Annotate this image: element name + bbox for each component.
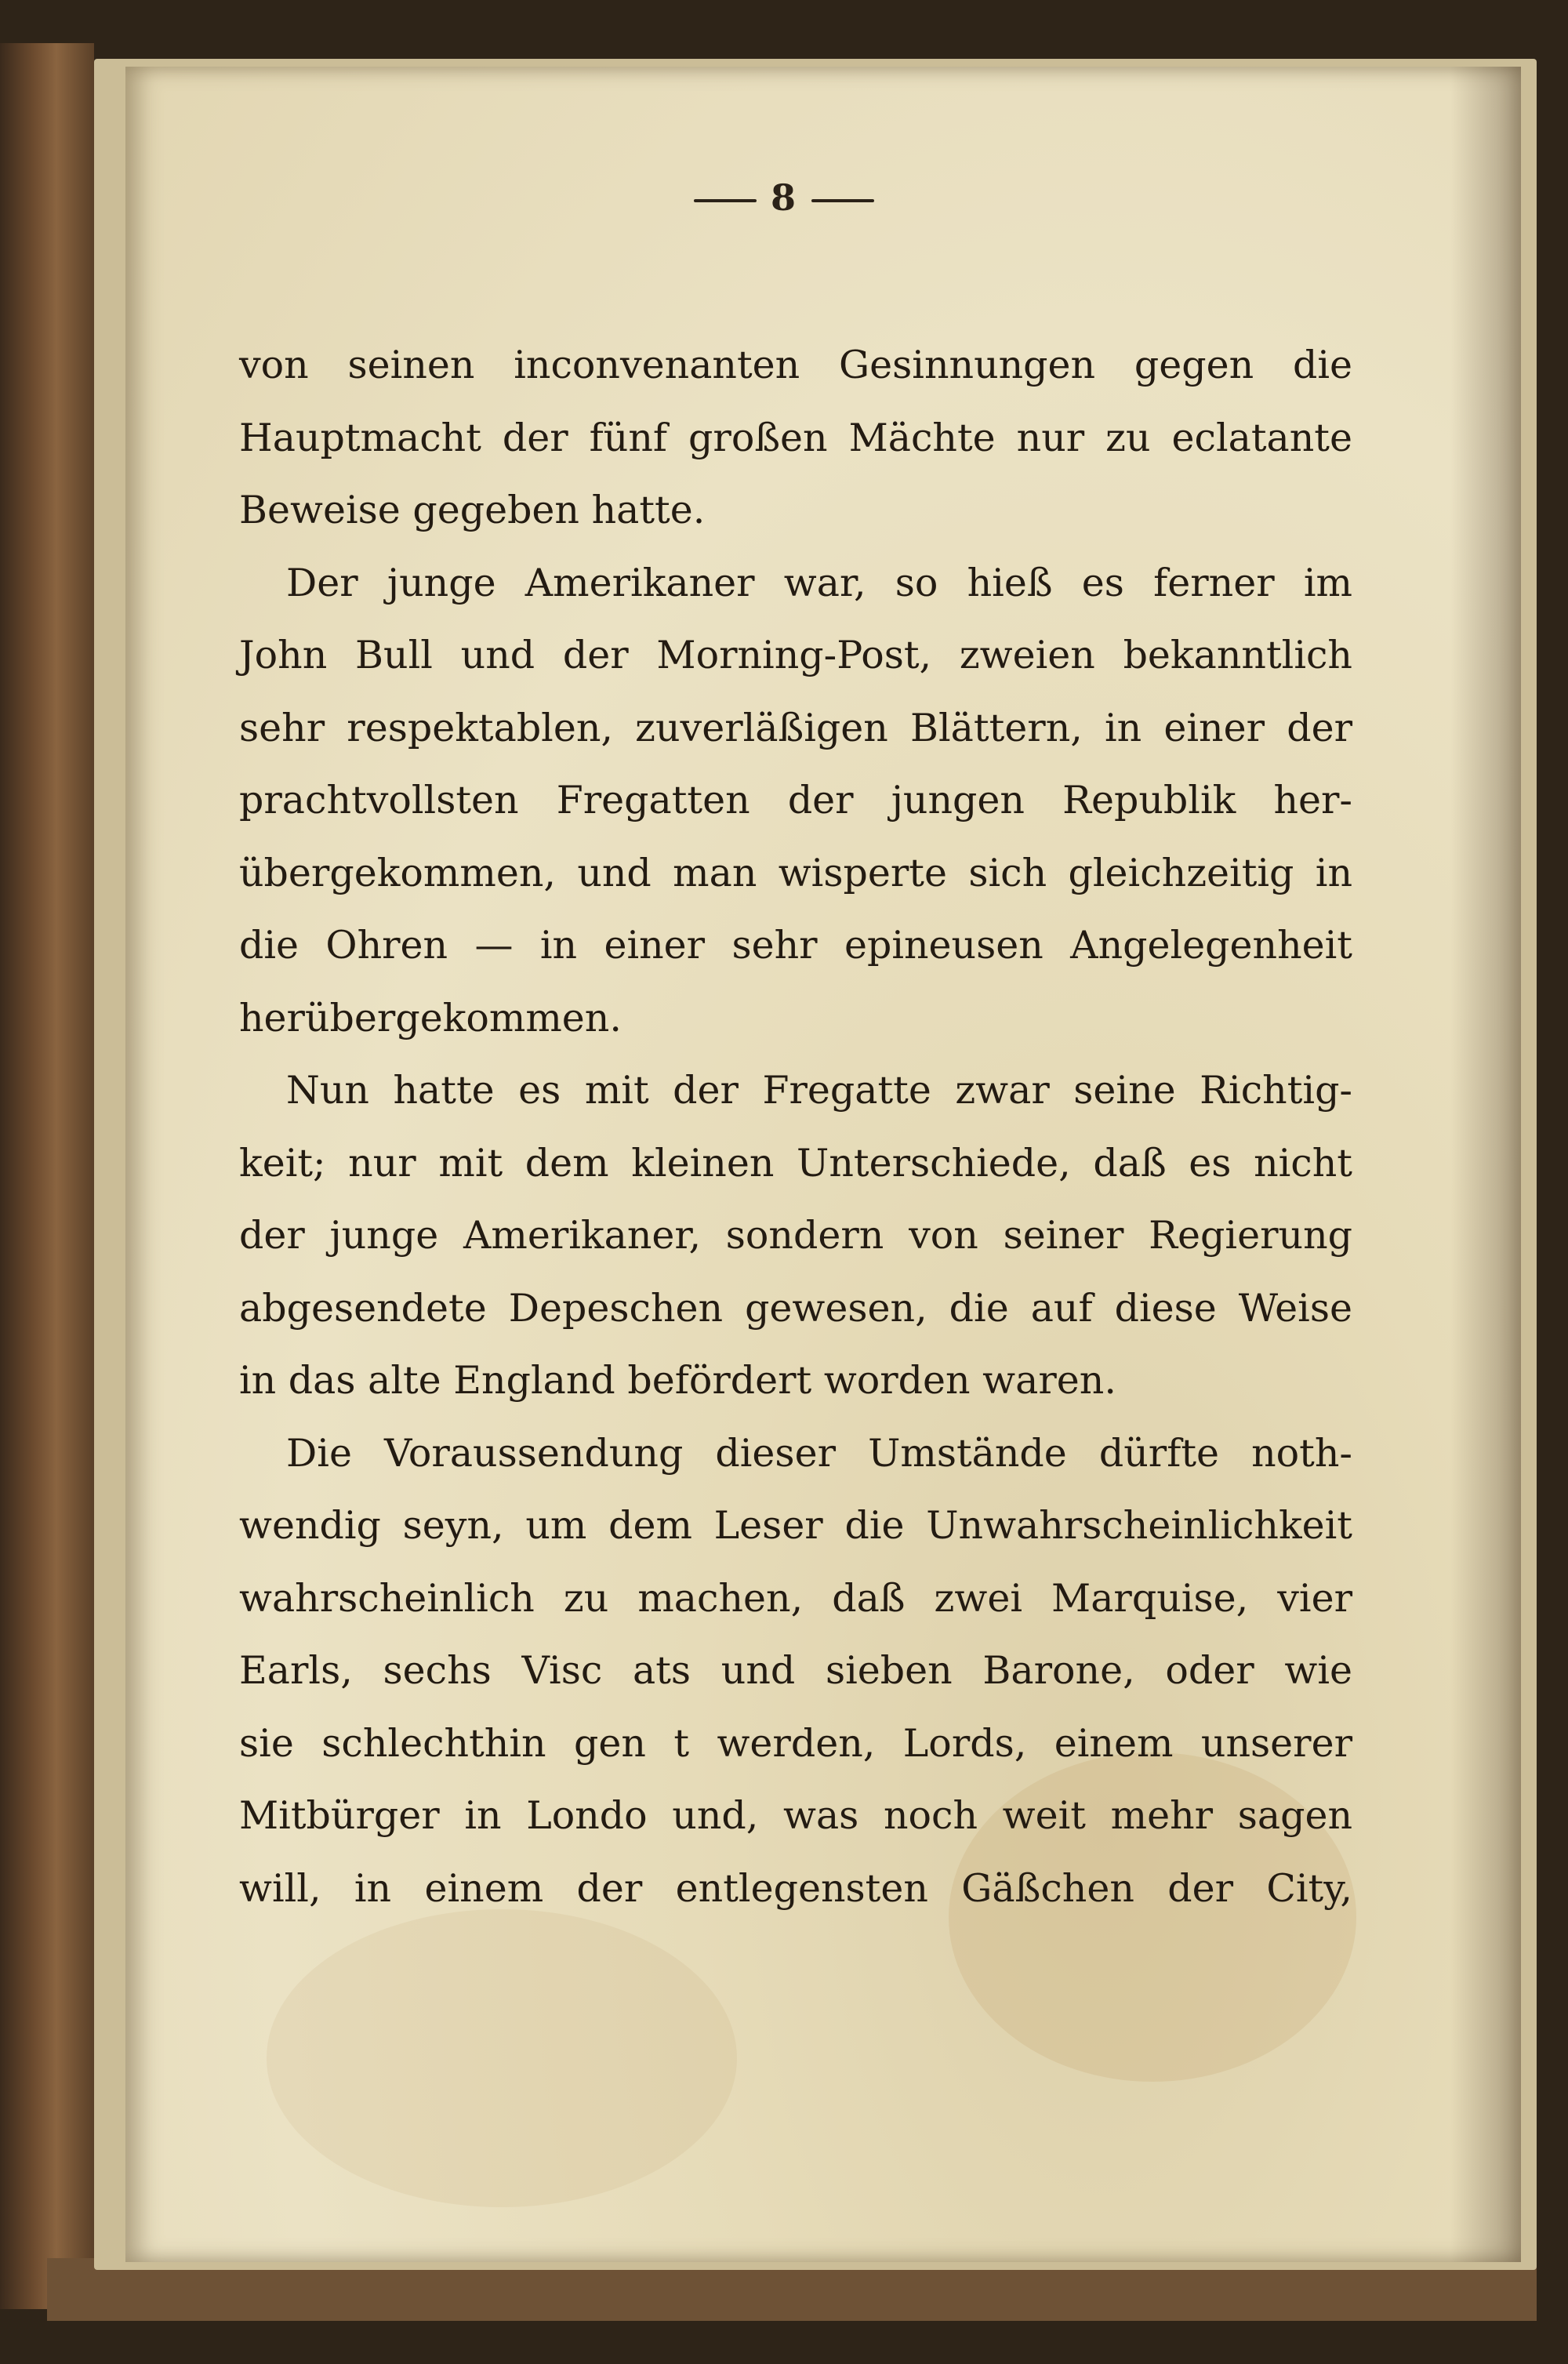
text-line: die Ohren — in einer sehr epineusen Angelegenheit (239, 923, 1352, 968)
header-ornament-left (694, 199, 757, 202)
text-line: herübergekommen. (239, 995, 622, 1040)
text-line: keit; nur mit dem kleinen Unterschiede, daß es nicht (239, 1140, 1352, 1186)
text-line: will, in einem der entlegensten Gäßchen der City, (239, 1865, 1352, 1911)
text-line: übergekommen, und man wisperte sich gleichzeitig in (239, 850, 1352, 895)
text-line: Mitbürger in Londo und, was noch weit mehr sagen (239, 1793, 1352, 1838)
text-line: wendig seyn, um dem Leser die Unwahrscheinlichkeit (239, 1503, 1352, 1548)
text-line: wahrscheinlich zu machen, daß zwei Marquise, vier (239, 1575, 1352, 1621)
text-line: John Bull und der Morning-Post, zweien bekanntlich (239, 633, 1352, 677)
book-cover-edge (0, 43, 94, 2309)
spine-shadow (1450, 67, 1521, 2262)
text-line: Nun hatte es mit der Fregatte zwar seine Richtig- (286, 1068, 1352, 1113)
page-header (0, 176, 1568, 219)
text-line: abgesendete Depeschen gewesen, die auf diese Weise (239, 1285, 1352, 1331)
page-number: 8 (770, 176, 797, 219)
text-line: Earls, sechs Visc ats und sieben Barone, oder wie (239, 1648, 1352, 1693)
text-line: Die Voraussendung dieser Umstände dürfte noth- (286, 1430, 1352, 1476)
text-line: der junge Amerikaner, sondern von seiner Regierung (239, 1213, 1352, 1258)
text-line: in das alte England befördert worden waren. (239, 1358, 1116, 1403)
text-line: sie schlechthin gen t werden, Lords, einem unserer (239, 1720, 1352, 1766)
text-line: prachtvollsten Fregatten der jungen Republik her- (239, 778, 1352, 822)
text-line: sehr respektablen, zuverläßigen Blättern, in einer der (239, 705, 1352, 750)
text-line: Hauptmacht der fünf großen Mächte nur zu eclatante (239, 415, 1352, 460)
text-line: Der junge Amerikaner war, so hieß es ferner im (286, 560, 1352, 605)
paper-stain (267, 1909, 737, 2207)
text-line: Beweise gegeben hatte. (239, 488, 706, 532)
body-text (239, 329, 1352, 1925)
header-ornament-right (811, 199, 874, 202)
text-line: von seinen inconvenanten Gesinnungen gegen die (239, 343, 1352, 387)
